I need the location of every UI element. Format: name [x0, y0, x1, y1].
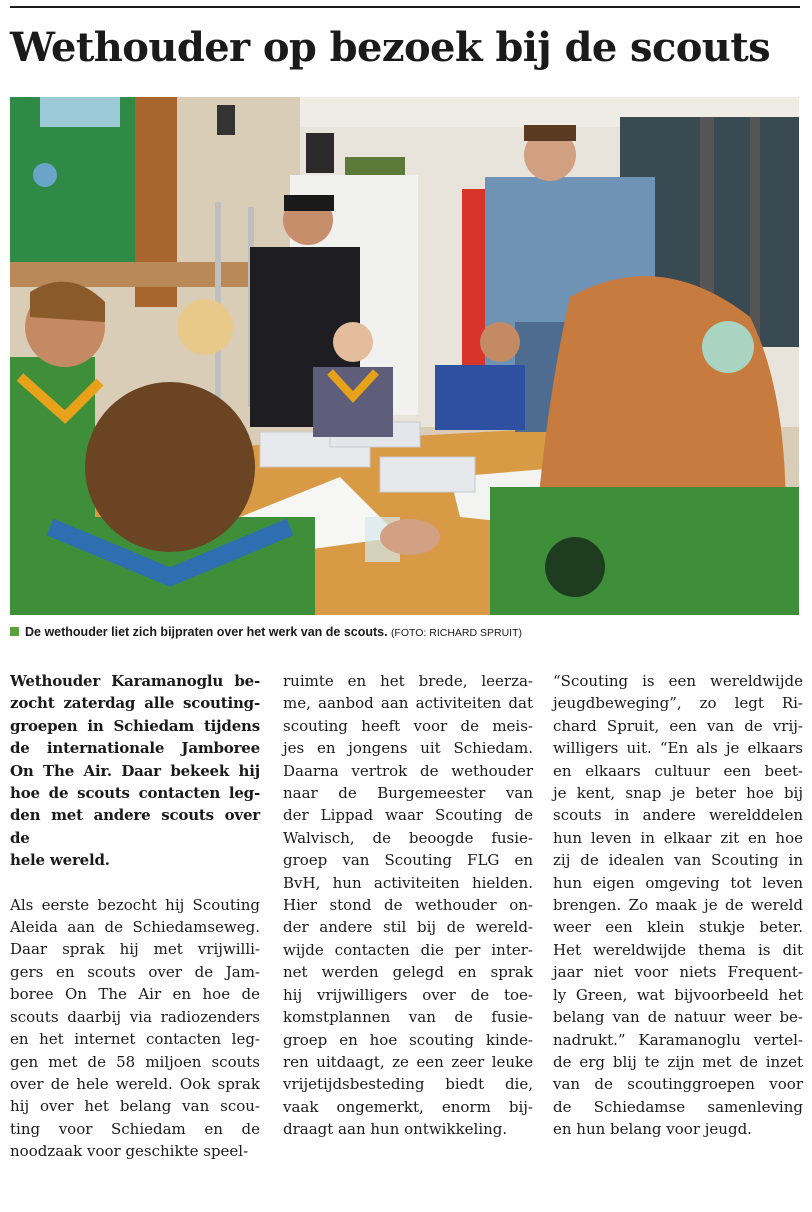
article-line: weer een klein stukje beter.	[553, 918, 803, 937]
article-line: scouts in andere werelddelen	[553, 806, 803, 825]
article-line: draagt aan hun ontwikkeling.	[283, 1120, 508, 1139]
article-line: Aleida aan de Schiedamseweg.	[10, 918, 260, 937]
article-line: der Lippad waar Scouting de	[283, 806, 533, 825]
article-line: wijde contacten die per inter-	[283, 940, 533, 959]
article-line: zocht zaterdag alle scouting-	[10, 694, 260, 713]
article-line: noodzaak voor geschikte speel-	[10, 1142, 249, 1161]
article-line: chard Spruit, een van de vrij-	[553, 716, 803, 735]
article-column-1	[10, 670, 260, 1163]
article-line: BvH, hun activiteiten hielden.	[283, 873, 533, 892]
article-line: den met andere scouts over de	[10, 806, 260, 847]
article-line: gen met de 58 miljoen scouts	[10, 1052, 260, 1071]
photo-caption	[10, 624, 800, 641]
article-line: groepen in Schiedam tijdens	[10, 716, 260, 735]
article-line: brengen. Zo maak je de wereld	[553, 896, 803, 915]
article-line: hij over het belang van scou-	[10, 1097, 260, 1116]
article-line: me, aanbod aan activiteiten dat	[283, 694, 533, 713]
article-line: ly Green, wat bijvoorbeeld het	[553, 985, 803, 1004]
article-line: Wethouder Karamanoglu be-	[10, 672, 260, 690]
photo-credit: (FOTO: RICHARD SPRUIT)	[390, 627, 522, 639]
article-line: ting voor Schiedam en de	[10, 1119, 260, 1138]
article-line: en elkaars cultuur een beet-	[553, 761, 803, 780]
article-line: jaar niet voor niets Frequent-	[553, 963, 803, 982]
article-line: jeugdbeweging”, zo legt Ri-	[553, 694, 803, 713]
article-line: Walvisch, de beoogde fusie-	[283, 828, 533, 847]
caption-text: De wethouder liet zich bijpraten over het werk van de scouts.	[25, 625, 388, 639]
article-line: net werden gelegd en sprak	[283, 963, 533, 982]
article-line: ruimte en het brede, leerza-	[283, 672, 533, 690]
article-line: On The Air. Daar bekeek hij	[10, 761, 260, 780]
article-line: vaak ongemerkt, enorm bij-	[283, 1097, 533, 1116]
article-line: hoe de scouts contacten leg-	[10, 784, 260, 803]
article-line: over de hele wereld. Ook sprak	[10, 1074, 260, 1093]
article-line: en hun belang voor jeugd.	[553, 1120, 752, 1139]
article-line: zij de idealen van Scouting in	[553, 851, 803, 870]
article-line: en het internet contacten leg-	[10, 1030, 260, 1049]
scouts-photo	[10, 97, 799, 615]
article-line: je kent, snap je beter hoe bij	[553, 784, 803, 803]
article-line: Daarna vertrok de wethouder	[283, 761, 533, 780]
headline: Wethouder op bezoek bij de scouts	[10, 24, 771, 71]
article-line: scouts daarbij via radiozenders	[10, 1007, 260, 1026]
article-column-2	[283, 670, 533, 1141]
article-line: willigers uit. “En als je elkaars	[553, 739, 803, 758]
article-line: groep en hoe scouting kinde-	[283, 1030, 533, 1049]
article-line: der andere stil bij de wereld-	[283, 918, 533, 937]
article-line: hij vrijwilligers over de toe-	[283, 985, 533, 1004]
top-rule	[10, 6, 800, 8]
paragraph-gap	[10, 872, 260, 894]
article-line: hun eigen omgeving tot leven	[553, 873, 803, 892]
article-line: komstplannen van de fusie-	[283, 1008, 533, 1027]
article-line: de Schiedamse samenleving	[553, 1097, 803, 1116]
article-line: hun leven in elkaar zit en hoe	[553, 828, 803, 847]
article-line: jes en jongens uit Schiedam.	[283, 739, 533, 758]
article-line: van de scoutinggroepen voor	[553, 1075, 803, 1094]
article-line: Daar sprak hij met vrijwilli-	[10, 940, 260, 959]
article-line: gers en scouts over de Jam-	[10, 962, 260, 981]
article-line: ren uitdaagt, ze een zeer leuke	[283, 1052, 533, 1071]
article-line: Als eerste bezocht hij Scouting	[10, 895, 260, 914]
article-line: Hier stond de wethouder on-	[283, 896, 533, 915]
article-line: “Scouting is een wereldwijde	[553, 672, 803, 690]
article-column-3	[553, 670, 803, 1141]
article-line: groep van Scouting FLG en	[283, 851, 533, 870]
article-line: vrijetijdsbesteding biedt die,	[283, 1075, 533, 1094]
article-line: de erg blij te zijn met de inzet	[553, 1052, 803, 1071]
article-line: boree On The Air en hoe de	[10, 985, 260, 1004]
article-line: nadrukt.” Karamanoglu vertel-	[553, 1030, 803, 1049]
article-line: Het wereldwijde thema is dit	[553, 940, 803, 959]
article-line: hele wereld.	[10, 851, 110, 870]
caption-bullet-icon	[10, 627, 19, 636]
article-line: belang van de natuur weer be-	[553, 1008, 803, 1027]
article-line: scouting heeft voor de meis-	[283, 716, 533, 735]
article-line: naar de Burgemeester van	[283, 784, 533, 803]
article-line: de internationale Jamboree	[10, 739, 260, 758]
